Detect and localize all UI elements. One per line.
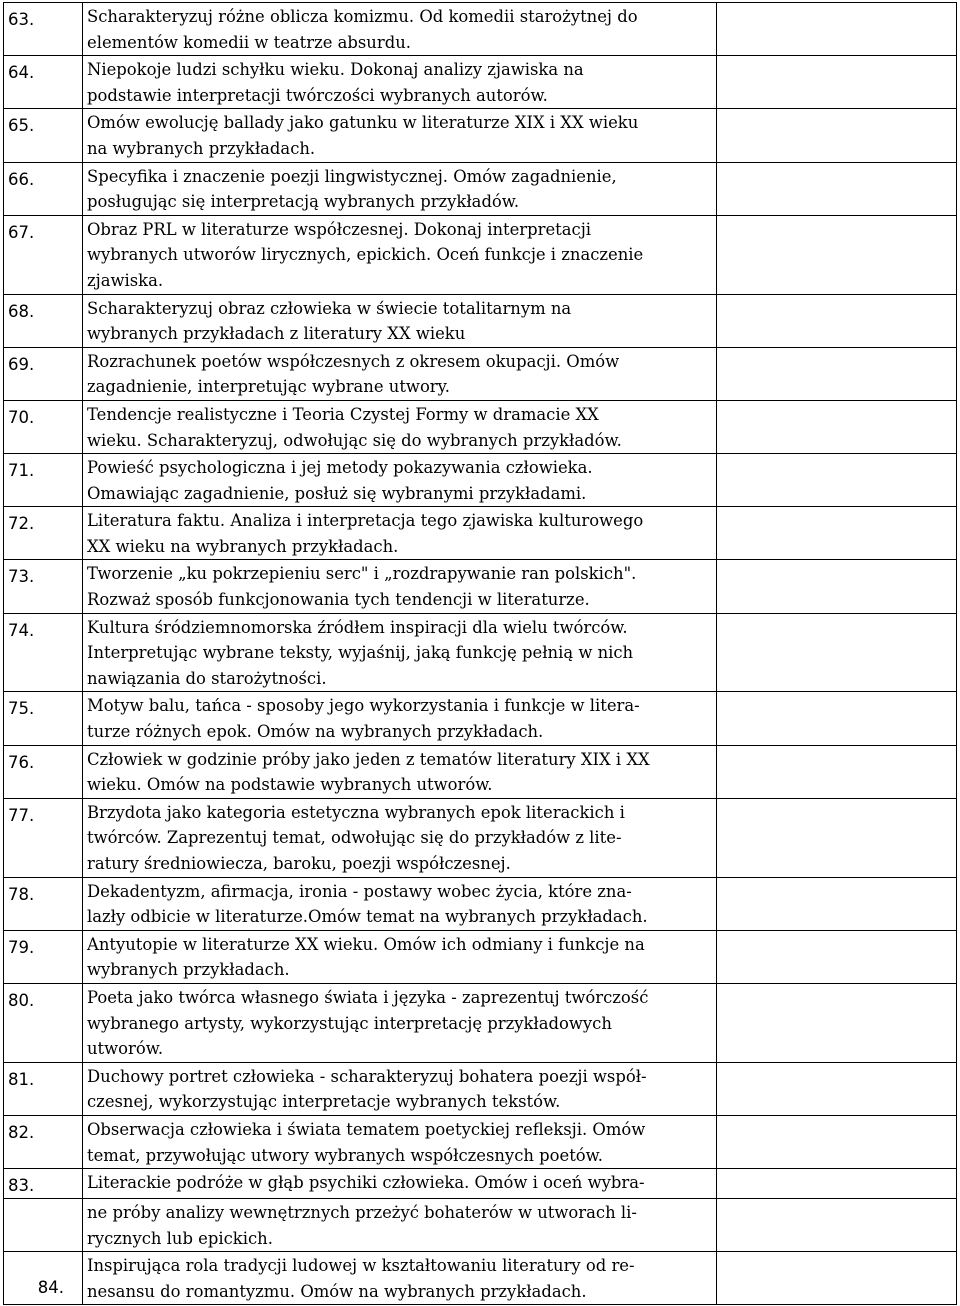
blank-cell xyxy=(717,1115,957,1168)
topic-text: Tendencje realistyczne i Teoria Czystej Formy w dramacie XX wieku. Scharakteryzuj, odwołując się do wybranych przykładów. xyxy=(83,400,717,453)
blank-cell xyxy=(717,215,957,294)
table-row xyxy=(4,745,957,798)
topics-table-body xyxy=(4,3,957,1199)
topic-number: 77. xyxy=(4,798,83,877)
topic-number: 73. xyxy=(4,560,83,613)
table-row xyxy=(4,1252,957,1305)
table-row xyxy=(4,1115,957,1168)
topic-number: 83. xyxy=(4,1169,83,1199)
table-row xyxy=(4,692,957,745)
topic-text: Człowiek w godzinie próby jako jeden z tematów literatury XIX i XX wieku. Omów na podstawie wybranych utworów. xyxy=(83,745,717,798)
topic-text: Specyfika i znaczenie poezji lingwistycznej. Omów zagadnienie, posługując się interpretacją wybranych przykładów. xyxy=(83,162,717,215)
topic-text: Dekadentyzm, afirmacja, ironia - postawy wobec życia, które zna- lazły odbicie w literaturze.Omów temat na wybranych przykładach. xyxy=(83,877,717,930)
table-row xyxy=(4,3,957,56)
topic-text: Literatura faktu. Analiza i interpretacja tego zjawiska kulturowego XX wieku na wybranych przykładach. xyxy=(83,507,717,560)
table-row xyxy=(4,109,957,162)
table-row xyxy=(4,877,957,930)
topics-table-continued-body xyxy=(4,1199,957,1305)
table-row xyxy=(4,56,957,109)
blank-cell xyxy=(717,454,957,507)
topic-83-continuation: ne próby analizy wewnętrznych przeżyć bohaterów w utworach li- rycznych lub epickich. xyxy=(83,1199,717,1252)
blank-cell xyxy=(717,1252,957,1305)
blank-cell xyxy=(717,745,957,798)
topic-text: Tworzenie „ku pokrzepieniu serc" i „rozdrapywanie ran polskich". Rozważ sposób funkcjonowania tych tendencji w literaturze. xyxy=(83,560,717,613)
table-row xyxy=(4,1169,957,1199)
table-row xyxy=(4,560,957,613)
blank-cell xyxy=(717,109,957,162)
topic-number: 81. xyxy=(4,1062,83,1115)
topic-text: Inspirująca rola tradycji ludowej w kształtowaniu literatury od re- nesansu do romantyzmu. Omów na wybranych przykładach. xyxy=(83,1252,717,1305)
table-row xyxy=(4,400,957,453)
topic-text: Literackie podróże w głąb psychiki człowieka. Omów i oceń wybra- xyxy=(83,1169,717,1199)
blank-cell xyxy=(717,347,957,400)
topic-number: 84. xyxy=(4,1252,83,1305)
topic-text: Niepokoje ludzi schyłku wieku. Dokonaj analizy zjawiska na podstawie interpretacji twórczości wybranych autorów. xyxy=(83,56,717,109)
topic-number: 64. xyxy=(4,56,83,109)
blank-cell xyxy=(717,877,957,930)
topic-text: Powieść psychologiczna i jej metody pokazywania człowieka. Omawiając zagadnienie, posłuż się wybranymi przykładami. xyxy=(83,454,717,507)
topic-number: 74. xyxy=(4,613,83,692)
blank-cell xyxy=(717,56,957,109)
topic-text: Scharakteryzuj obraz człowieka w świecie totalitarnym na wybranych przykładach z literatury XX wieku xyxy=(83,294,717,347)
blank-cell xyxy=(717,400,957,453)
table-row xyxy=(4,507,957,560)
topic-number: 72. xyxy=(4,507,83,560)
topic-text: Rozrachunek poetów współczesnych z okresem okupacji. Omów zagadnienie, interpretując wybrane utwory. xyxy=(83,347,717,400)
blank-cell xyxy=(717,1169,957,1199)
topic-text: Antyutopie w literaturze XX wieku. Omów ich odmiany i funkcje na wybranych przykładach. xyxy=(83,930,717,983)
topic-number: 79. xyxy=(4,930,83,983)
blank-cell xyxy=(717,1199,957,1252)
blank-cell xyxy=(717,613,957,692)
blank-cell xyxy=(717,162,957,215)
topic-text: Poeta jako twórca własnego świata i języka - zaprezentuj twórczość wybranego artysty, wykorzystując interpretację przykładowych utworów. xyxy=(83,983,717,1062)
blank-cell xyxy=(717,507,957,560)
topic-number: 80. xyxy=(4,983,83,1062)
topic-text: Obraz PRL w literaturze współczesnej. Dokonaj interpretacji wybranych utworów lirycznych, epickich. Oceń funkcje i znaczenie zjawiska. xyxy=(83,215,717,294)
table-row xyxy=(4,162,957,215)
blank-cell xyxy=(717,1062,957,1115)
topic-number: 65. xyxy=(4,109,83,162)
table-row xyxy=(4,613,957,692)
topic-number: 68. xyxy=(4,294,83,347)
blank-cell xyxy=(717,560,957,613)
blank-cell xyxy=(717,3,957,56)
blank-cell xyxy=(717,294,957,347)
table-row xyxy=(4,930,957,983)
table-row xyxy=(4,294,957,347)
topic-text: Omów ewolucję ballady jako gatunku w literaturze XIX i XX wieku na wybranych przykładach. xyxy=(83,109,717,162)
blank-cell xyxy=(717,983,957,1062)
table-row xyxy=(4,215,957,294)
table-row xyxy=(4,347,957,400)
table-row xyxy=(4,454,957,507)
blank-cell xyxy=(717,930,957,983)
topic-number: 67. xyxy=(4,215,83,294)
topic-text: Duchowy portret człowieka - scharakteryzuj bohatera poezji współ- czesnej, wykorzystując interpretacje wybranych tekstów. xyxy=(83,1062,717,1115)
topic-text: Brzydota jako kategoria estetyczna wybranych epok literackich i twórców. Zaprezentuj temat, odwołując się do przykładów z lite- ratury średniowiecza, baroku, poezji współczesnej. xyxy=(83,798,717,877)
topic-number: 82. xyxy=(4,1115,83,1168)
topic-text: Scharakteryzuj różne oblicza komizmu. Od komedii starożytnej do elementów komedii w teatrze absurdu. xyxy=(83,3,717,56)
blank-cell xyxy=(717,798,957,877)
topic-text: Kultura śródziemnomorska źródłem inspiracji dla wielu twórców. Interpretując wybrane teksty, wyjaśnij, jaką funkcję pełnią w nich nawiązania do starożytności. xyxy=(83,613,717,692)
topics-table-continued xyxy=(3,1198,957,1305)
topic-number: 66. xyxy=(4,162,83,215)
topic-number: 70. xyxy=(4,400,83,453)
blank-cell xyxy=(717,692,957,745)
topic-number-cell-empty xyxy=(4,1199,83,1252)
table-row xyxy=(4,798,957,877)
table-row xyxy=(4,983,957,1062)
topic-number: 75. xyxy=(4,692,83,745)
topic-number: 69. xyxy=(4,347,83,400)
table-row xyxy=(4,1199,957,1252)
topic-number: 76. xyxy=(4,745,83,798)
topic-number: 71. xyxy=(4,454,83,507)
topic-text: Obserwacja człowieka i świata tematem poetyckiej refleksji. Omów temat, przywołując utwory wybranych współczesnych poetów. xyxy=(83,1115,717,1168)
topic-number: 63. xyxy=(4,3,83,56)
topic-number: 78. xyxy=(4,877,83,930)
topics-table xyxy=(3,2,957,1199)
topic-text: Motyw balu, tańca - sposoby jego wykorzystania i funkcje w litera- turze różnych epok. Omów na wybranych przykładach. xyxy=(83,692,717,745)
table-row xyxy=(4,1062,957,1115)
